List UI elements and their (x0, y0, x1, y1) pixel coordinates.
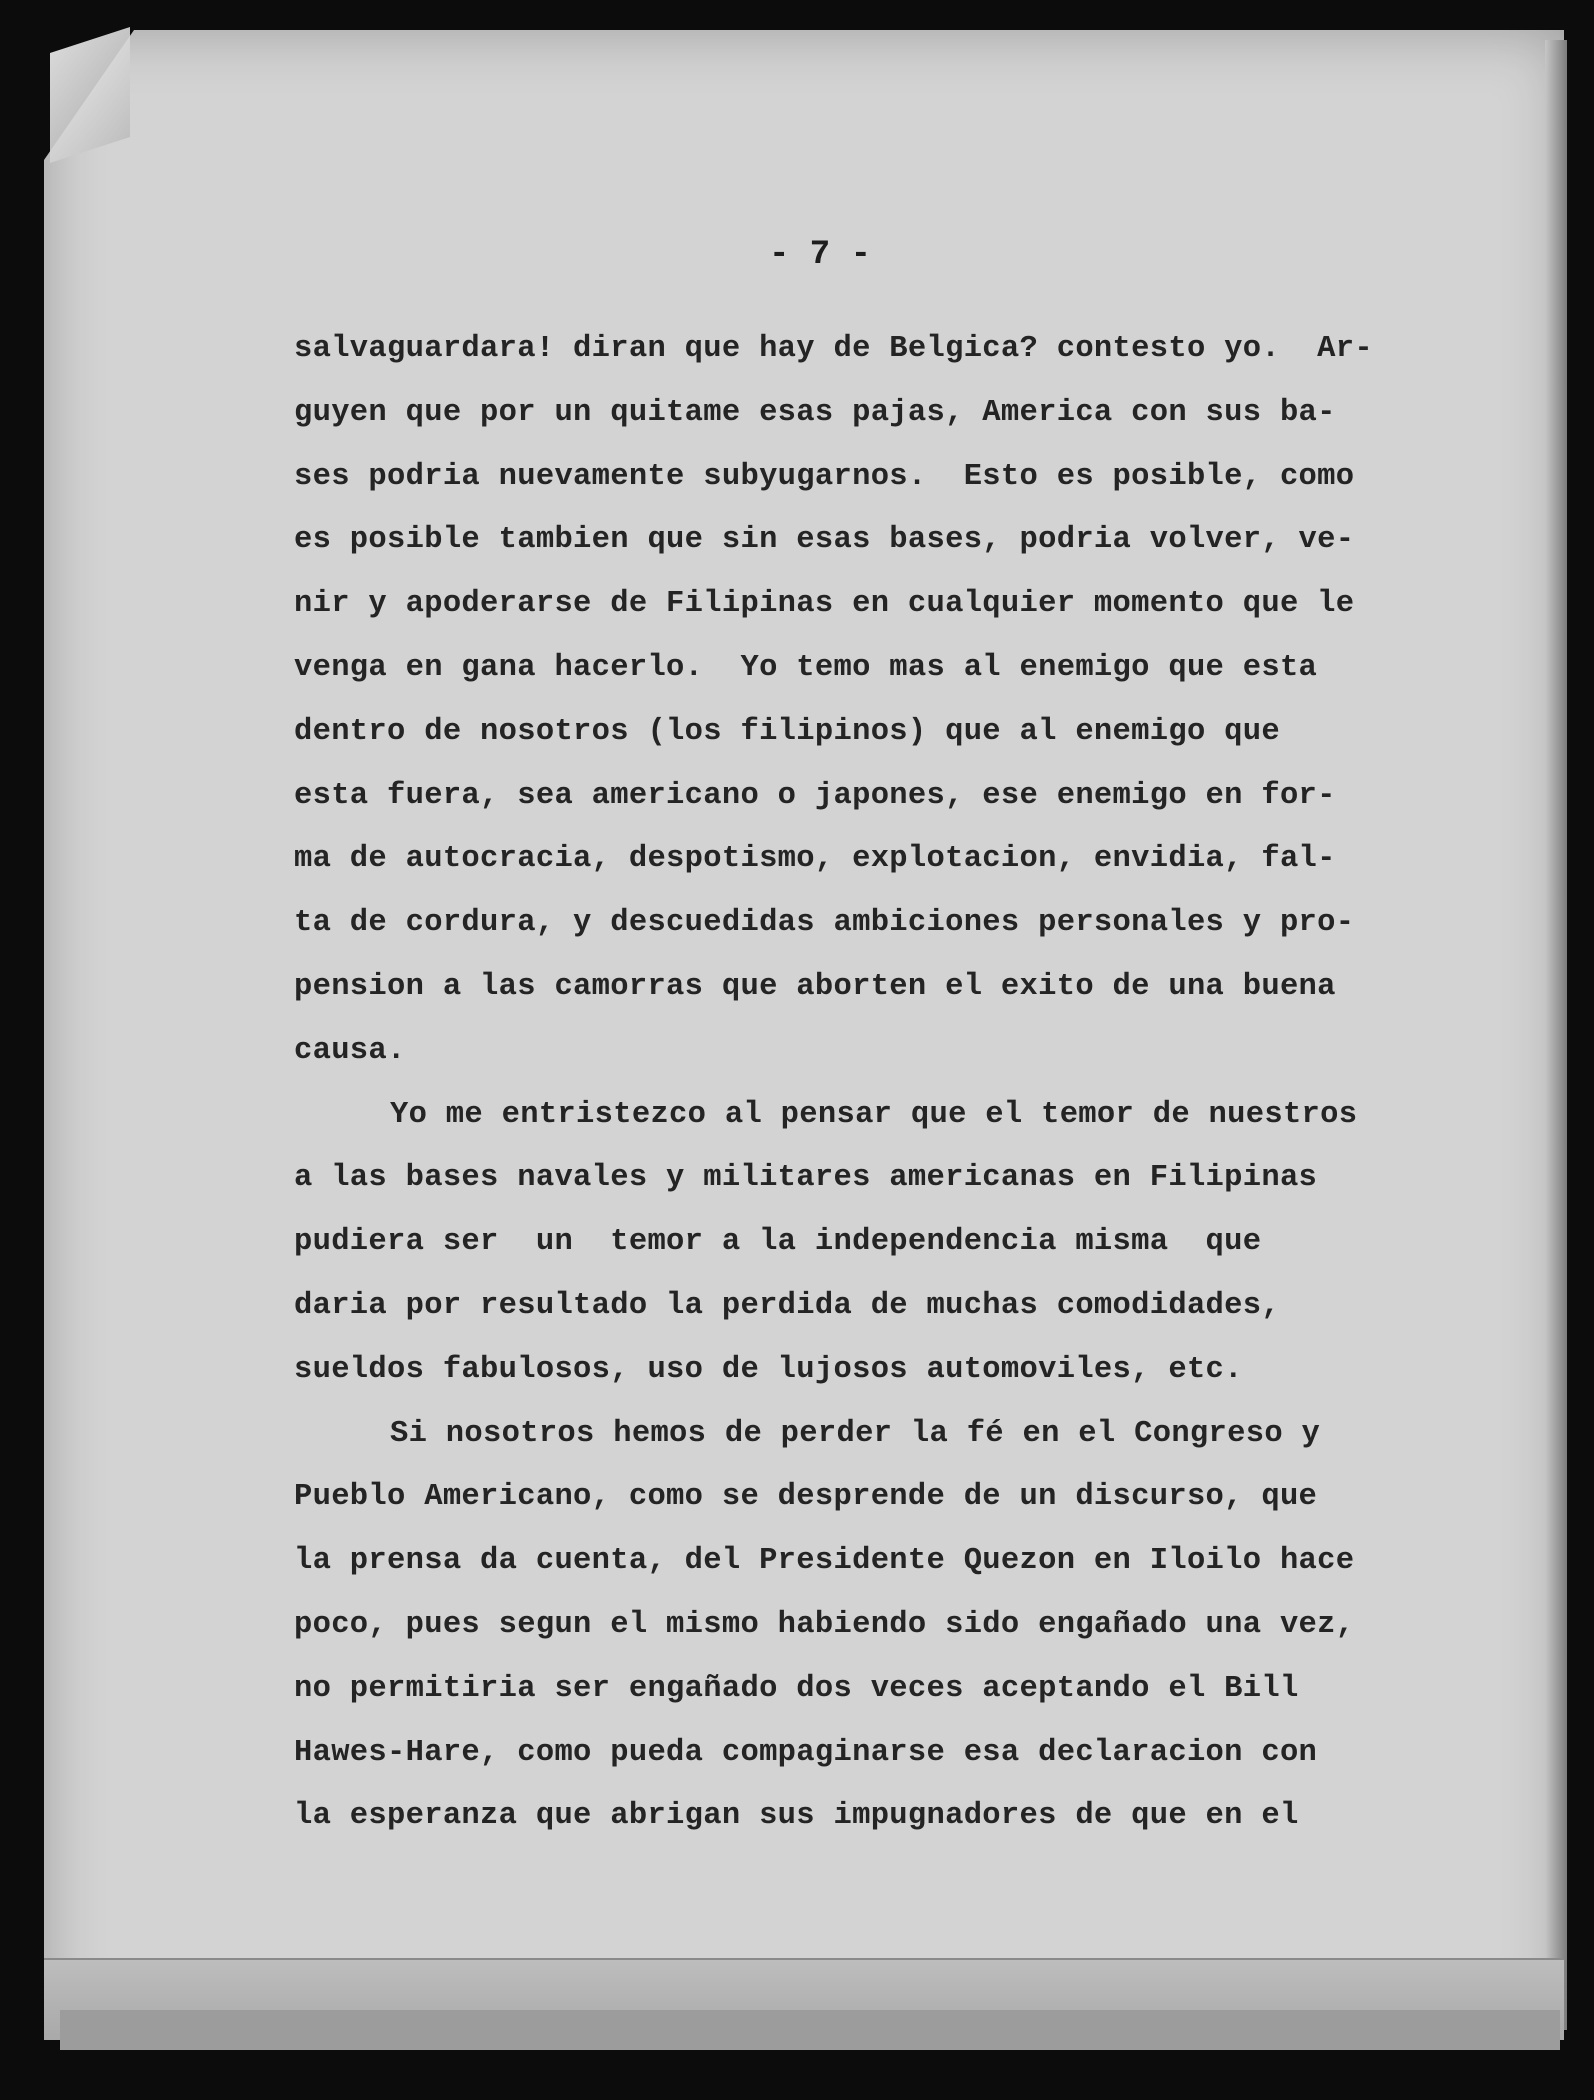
text-line: guyen que por un quitame esas pajas, America con sus ba- (294, 395, 1336, 430)
text-line: causa. (294, 1033, 406, 1068)
text-line: pension a las camorras que aborten el exito de una buena (294, 969, 1336, 1004)
paragraph-start-line: Si nosotros hemos de perder la fé en el Congreso y (390, 1416, 1321, 1451)
text-line: nir y apoderarse de Filipinas en cualquier momento que le (294, 587, 1355, 622)
page-number: - 7 - (768, 236, 872, 274)
text-line: sueldos fabulosos, uso de lujosos automoviles, etc. (294, 1352, 1243, 1387)
text-line: la esperanza que abrigan sus impugnadores de que en el (294, 1799, 1299, 1834)
text-line: pudiera ser un temor a la independencia misma que (294, 1225, 1262, 1260)
text-line: es posible tambien que sin esas bases, podria volver, ve- (294, 523, 1355, 558)
text-line: no permitiria ser engañado dos veces aceptando el Bill (294, 1671, 1299, 1706)
text-line: ses podria nuevamente subyugarnos. Esto es posible, como (294, 459, 1355, 494)
text-line: dentro de nosotros (los filipinos) que al enemigo que (294, 714, 1280, 749)
text-line: la prensa da cuenta, del Presidente Quezon en Iloilo hace (294, 1544, 1355, 1579)
text-line: Pueblo Americano, como se desprende de un discurso, que (294, 1480, 1318, 1515)
text-line: ta de cordura, y descuedidas ambiciones personales y pro- (294, 906, 1355, 941)
text-line: esta fuera, sea americano o japones, ese enemigo en for- (294, 778, 1336, 813)
text-line: salvaguardara! diran que hay de Belgica? contesto yo. Ar- (294, 332, 1373, 366)
text-line: Hawes-Hare, como pueda compaginarse esa declaracion con (294, 1735, 1318, 1770)
text-line: venga en gana hacerlo. Yo temo mas al enemigo que esta (294, 650, 1318, 685)
paragraph-start-line: Yo me entristezco al pensar que el temor de nuestros (390, 1097, 1358, 1132)
text-line: poco, pues segun el mismo habiendo sido engañado una vez, (294, 1607, 1355, 1642)
text-line: daria por resultado la perdida de muchas comodidades, (294, 1288, 1280, 1323)
text-line: ma de autocracia, despotismo, explotacion, envidia, fal- (294, 842, 1336, 877)
text-line: a las bases navales y militares americanas en Filipinas (294, 1161, 1318, 1196)
paper-edge-right (1545, 40, 1567, 2030)
paper-edge-bottom-lower (60, 2010, 1560, 2050)
typewritten-body (294, 318, 1414, 1849)
